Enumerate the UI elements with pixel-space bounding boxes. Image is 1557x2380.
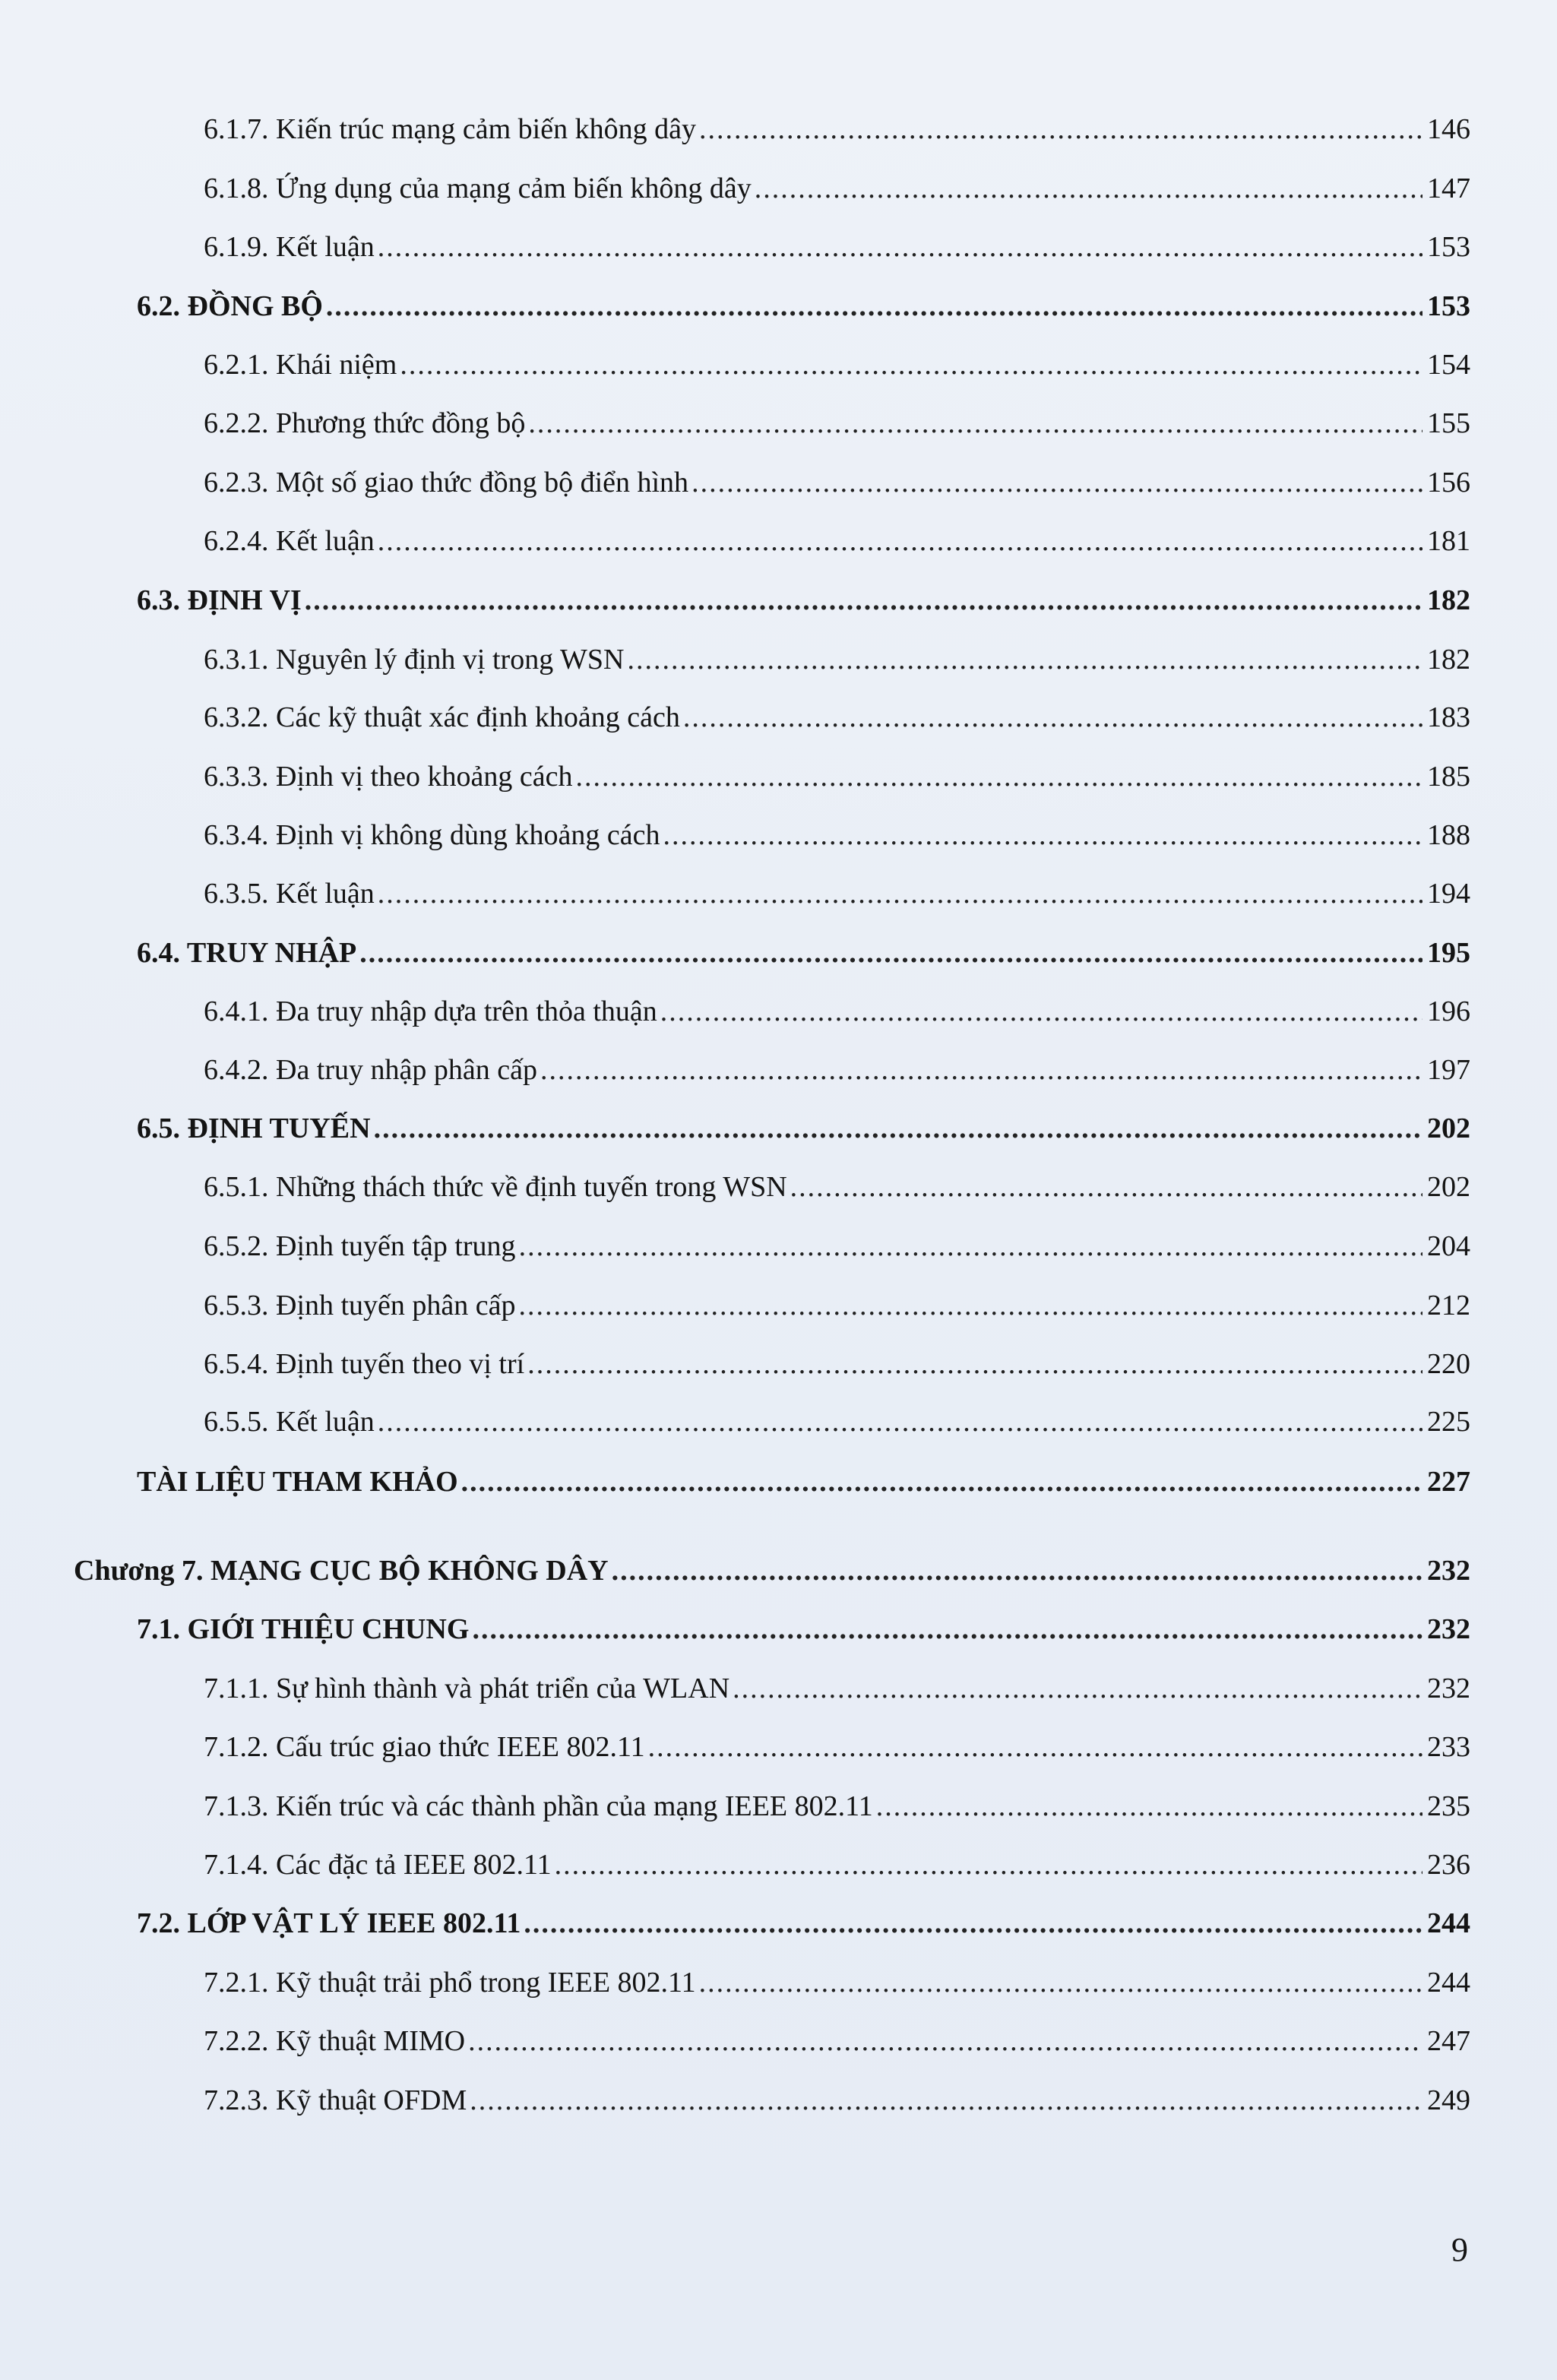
toc-entry-page: 232 (1427, 1613, 1470, 1645)
toc-entry-title: 6.3.2. Các kỹ thuật xác định khoảng cách (204, 701, 680, 733)
toc-entry (204, 1169, 1470, 1205)
toc-entry-page: 236 (1427, 1849, 1470, 1881)
toc-entry (137, 1464, 1470, 1500)
toc-leader-dots (699, 111, 1423, 147)
toc-entry-page: 196 (1427, 995, 1470, 1027)
toc-entry-title: 6.2. ĐỒNG BỘ (137, 290, 323, 322)
toc-entry-title: 7.1.1. Sự hình thành và phát triển của WLAN (204, 1673, 730, 1704)
toc-entry-title: 6.1.7. Kiến trúc mạng cảm biến không dây (204, 113, 696, 145)
toc-entry-title: 6.1.9. Kết luận (204, 231, 375, 263)
toc-entry (137, 582, 1470, 619)
toc-entry-title: 7.1.3. Kiến trúc và các thành phần của mạng IEEE 802.11 (204, 1790, 873, 1822)
toc-leader-dots (683, 699, 1423, 736)
toc-entry-page: 146 (1427, 113, 1470, 145)
toc-leader-dots (528, 405, 1423, 442)
toc-entry (204, 170, 1470, 207)
toc-entry-title: 6.4. TRUY NHẬP (137, 937, 357, 969)
toc-entry-title: 7.2.1. Kỹ thuật trải phổ trong IEEE 802.11 (204, 1967, 696, 1999)
toc-leader-dots (519, 1287, 1423, 1324)
toc-leader-dots (627, 641, 1423, 678)
toc-entry-page: 182 (1427, 644, 1470, 676)
toc-entry (204, 347, 1470, 383)
toc-entry (204, 1670, 1470, 1707)
toc-leader-dots (527, 1346, 1423, 1382)
toc-entry-page: 147 (1427, 172, 1470, 204)
toc-entry (204, 523, 1470, 559)
toc-entry (204, 641, 1470, 678)
toc-entry-title: 7.1.2. Cấu trúc giao thức IEEE 802.11 (204, 1731, 645, 1763)
toc-entry-title: 6.5.1. Những thách thức về định tuyến trong WSN (204, 1171, 787, 1203)
toc-entry-page: 225 (1427, 1406, 1470, 1438)
toc-entry-title: 6.2.2. Phương thức đồng bộ (204, 407, 526, 439)
toc-entry (204, 1052, 1470, 1088)
toc-entry (204, 1847, 1470, 1883)
toc-entry-page: 202 (1427, 1171, 1470, 1203)
toc-entry-title: 6.2.3. Một số giao thức đồng bộ điển hình (204, 467, 689, 498)
toc-entry-page: 232 (1427, 1673, 1470, 1704)
toc-entry-page: 155 (1427, 407, 1470, 439)
toc-entry-page: 182 (1427, 584, 1470, 616)
toc-entry-page: 194 (1427, 878, 1470, 910)
toc-entry (204, 1287, 1470, 1324)
toc-entry-title: 6.2.1. Khái niệm (204, 349, 397, 381)
toc-entry (137, 1905, 1470, 1942)
toc-entry-title: 6.1.8. Ứng dụng của mạng cảm biến không dây (204, 172, 752, 204)
toc-entry (204, 875, 1470, 912)
toc-leader-dots (876, 1788, 1423, 1825)
toc-leader-dots (461, 1464, 1423, 1500)
toc-entry-page: 204 (1427, 1230, 1470, 1262)
toc-leader-dots (378, 229, 1423, 265)
toc-leader-dots (648, 1729, 1423, 1765)
toc-leader-dots (660, 993, 1423, 1030)
toc-leader-dots (699, 1964, 1423, 2001)
toc-entry-page: 197 (1427, 1054, 1470, 1086)
toc-entry (137, 1611, 1470, 1647)
toc-entry (204, 1964, 1470, 2001)
toc-entry (204, 2082, 1470, 2119)
toc-entry-page: 188 (1427, 819, 1470, 851)
toc-entry (204, 405, 1470, 442)
toc-entry-page: 212 (1427, 1290, 1470, 1321)
toc-entry-page: 202 (1427, 1112, 1470, 1144)
toc-leader-dots (733, 1670, 1423, 1707)
toc-entry-title: 6.5.4. Định tuyến theo vị trí (204, 1348, 525, 1380)
toc-entry (204, 464, 1470, 501)
toc-entry (204, 1788, 1470, 1825)
toc-entry-title: 7.2.3. Kỹ thuật OFDM (204, 2084, 467, 2116)
toc-entry-title: 6.3.1. Nguyên lý định vị trong WSN (204, 644, 625, 676)
toc-entry-title: 6.5. ĐỊNH TUYẾN (137, 1112, 371, 1144)
toc-entry-page: 227 (1427, 1466, 1470, 1498)
toc-leader-dots (663, 817, 1423, 853)
toc-entry-title: 6.5.3. Định tuyến phân cấp (204, 1290, 516, 1321)
toc-entry-title: 7.2.2. Kỹ thuật MIMO (204, 2025, 466, 2057)
toc-entry-page: 181 (1427, 525, 1470, 557)
toc-leader-dots (378, 875, 1423, 912)
toc-entry-title: 6.3. ĐỊNH VỊ (137, 584, 302, 616)
toc-leader-dots (326, 288, 1423, 324)
toc-entry (204, 1346, 1470, 1382)
toc-entry-title: 6.5.2. Định tuyến tập trung (204, 1230, 516, 1262)
toc-entry (74, 1552, 1470, 1589)
toc-entry-title: 7.1. GIỚI THIỆU CHUNG (137, 1613, 470, 1645)
toc-leader-dots (555, 1847, 1423, 1883)
toc-entry-page: 183 (1427, 701, 1470, 733)
toc-entry-title: 6.4.2. Đa truy nhập phân cấp (204, 1054, 537, 1086)
page-number: 9 (1451, 2231, 1468, 2268)
toc-entry-title: 6.4.1. Đa truy nhập dựa trên thỏa thuận (204, 995, 657, 1027)
toc-entry (137, 288, 1470, 324)
toc-entry (204, 2023, 1470, 2059)
toc-leader-dots (470, 2082, 1423, 2119)
toc-entry-page: 185 (1427, 761, 1470, 793)
toc-leader-dots (790, 1169, 1423, 1205)
toc-entry-page: 247 (1427, 2025, 1470, 2057)
toc-entry-page: 235 (1427, 1790, 1470, 1822)
toc-leader-dots (524, 1905, 1423, 1942)
toc-entry-title: 6.5.5. Kết luận (204, 1406, 375, 1438)
toc-entry-page: 153 (1427, 231, 1470, 263)
toc-entry (204, 1228, 1470, 1264)
toc-leader-dots (305, 582, 1423, 619)
toc-entry-title: 7.2. LỚP VẬT LÝ IEEE 802.11 (137, 1907, 521, 1939)
toc-entry-title: 6.2.4. Kết luận (204, 525, 375, 557)
toc-entry (204, 1729, 1470, 1765)
toc-leader-dots (755, 170, 1423, 207)
toc-entry-page: 220 (1427, 1348, 1470, 1380)
toc-entry-page: 244 (1427, 1907, 1470, 1939)
toc-entry-title: 7.1.4. Các đặc tả IEEE 802.11 (204, 1849, 552, 1881)
toc-leader-dots (468, 2023, 1423, 2059)
toc-entry-page: 156 (1427, 467, 1470, 498)
toc-entry (204, 111, 1470, 147)
toc-entry (204, 229, 1470, 265)
toc-leader-dots (359, 935, 1423, 971)
toc-entry-title: 6.3.4. Định vị không dùng khoảng cách (204, 819, 660, 851)
toc-entry-page: 249 (1427, 2084, 1470, 2116)
toc-entry-page: 195 (1427, 937, 1470, 969)
toc-entry-page: 232 (1427, 1555, 1470, 1587)
toc-entry-title: 6.3.3. Định vị theo khoảng cách (204, 761, 573, 793)
toc-entry (204, 1404, 1470, 1440)
toc-entry (137, 1110, 1470, 1147)
toc-entry-title: Chương 7. MẠNG CỤC BỘ KHÔNG DÂY (74, 1555, 609, 1587)
toc-leader-dots (540, 1052, 1423, 1088)
toc-leader-dots (519, 1228, 1423, 1264)
toc-leader-dots (575, 758, 1423, 795)
toc-entry (204, 758, 1470, 795)
toc-leader-dots (374, 1110, 1423, 1147)
toc-leader-dots (612, 1552, 1423, 1589)
toc-leader-dots (472, 1611, 1423, 1647)
toc-entry-page: 233 (1427, 1731, 1470, 1763)
toc-leader-dots (378, 523, 1423, 559)
toc-leader-dots (400, 347, 1423, 383)
toc-leader-dots (691, 464, 1423, 501)
toc-entry-title: 6.3.5. Kết luận (204, 878, 375, 910)
toc-entry-page: 244 (1427, 1967, 1470, 1999)
toc-leader-dots (378, 1404, 1423, 1440)
toc-entry (204, 699, 1470, 736)
toc-entry-page: 153 (1427, 290, 1470, 322)
toc-entry-title: TÀI LIỆU THAM KHẢO (137, 1466, 458, 1498)
toc-entry (204, 817, 1470, 853)
toc-entry (204, 993, 1470, 1030)
toc-entry (137, 935, 1470, 971)
toc-entry-page: 154 (1427, 349, 1470, 381)
